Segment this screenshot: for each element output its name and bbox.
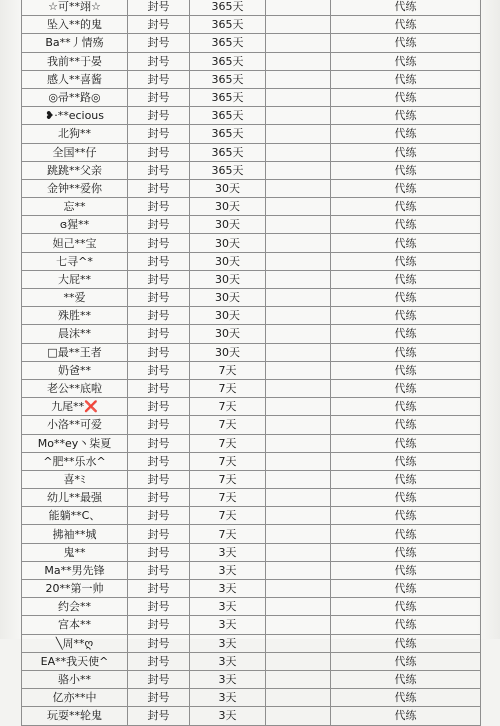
duration-cell: 365天: [190, 143, 266, 161]
table-row: [22, 325, 481, 343]
type-cell: 代练: [331, 689, 481, 707]
empty-cell: [266, 470, 331, 488]
status-cell: 封号: [128, 252, 190, 270]
status-cell: 封号: [128, 0, 190, 16]
player-name-cell: 鬼**: [22, 543, 128, 561]
duration-cell: 7天: [190, 470, 266, 488]
type-cell: 代练: [331, 0, 481, 16]
table-row: [22, 525, 481, 543]
duration-cell: 365天: [190, 16, 266, 34]
table-row: [22, 0, 481, 16]
empty-cell: [266, 525, 331, 543]
empty-cell: [266, 489, 331, 507]
duration-cell: 30天: [190, 234, 266, 252]
type-cell: 代练: [331, 598, 481, 616]
type-cell: 代练: [331, 107, 481, 125]
status-cell: 封号: [128, 416, 190, 434]
duration-cell: 3天: [190, 634, 266, 652]
table-row: [22, 634, 481, 652]
status-cell: 封号: [128, 452, 190, 470]
type-cell: 代练: [331, 652, 481, 670]
duration-cell: 30天: [190, 252, 266, 270]
player-name-cell: 小洛**可爱: [22, 416, 128, 434]
empty-cell: [266, 216, 331, 234]
player-name-cell: 七寻^*: [22, 252, 128, 270]
status-cell: 封号: [128, 143, 190, 161]
type-cell: 代练: [331, 452, 481, 470]
status-cell: 封号: [128, 489, 190, 507]
status-cell: 封号: [128, 652, 190, 670]
player-name-cell: 跳跳**父亲: [22, 161, 128, 179]
table-row: [22, 307, 481, 325]
status-cell: 封号: [128, 70, 190, 88]
empty-cell: [266, 307, 331, 325]
empty-cell: [266, 143, 331, 161]
duration-cell: 3天: [190, 580, 266, 598]
type-cell: 代练: [331, 252, 481, 270]
status-cell: 封号: [128, 434, 190, 452]
player-name-cell: 忘**: [22, 198, 128, 216]
duration-cell: 3天: [190, 670, 266, 688]
type-cell: 代练: [331, 88, 481, 106]
status-cell: 封号: [128, 634, 190, 652]
type-cell: 代练: [331, 489, 481, 507]
duration-cell: 30天: [190, 270, 266, 288]
ban-list-table: [21, 0, 481, 726]
empty-cell: [266, 507, 331, 525]
player-name-cell: 玩耍**轮鬼: [22, 707, 128, 725]
duration-cell: 7天: [190, 525, 266, 543]
duration-cell: 365天: [190, 88, 266, 106]
status-cell: 封号: [128, 561, 190, 579]
status-cell: 封号: [128, 52, 190, 70]
status-cell: 封号: [128, 161, 190, 179]
status-cell: 封号: [128, 88, 190, 106]
table-row: [22, 70, 481, 88]
table-row: [22, 198, 481, 216]
empty-cell: [266, 616, 331, 634]
table-row: [22, 580, 481, 598]
empty-cell: [266, 16, 331, 34]
status-cell: 封号: [128, 507, 190, 525]
type-cell: 代练: [331, 307, 481, 325]
type-cell: 代练: [331, 580, 481, 598]
empty-cell: [266, 234, 331, 252]
table-row: [22, 179, 481, 197]
duration-cell: 365天: [190, 0, 266, 16]
type-cell: 代练: [331, 361, 481, 379]
table-row: [22, 507, 481, 525]
empty-cell: [266, 252, 331, 270]
empty-cell: [266, 52, 331, 70]
status-cell: 封号: [128, 670, 190, 688]
duration-cell: 7天: [190, 452, 266, 470]
table-row: [22, 707, 481, 725]
empty-cell: [266, 70, 331, 88]
type-cell: 代练: [331, 379, 481, 397]
empty-cell: [266, 161, 331, 179]
player-name-cell: 喜*ﾐ: [22, 470, 128, 488]
duration-cell: 3天: [190, 598, 266, 616]
type-cell: 代练: [331, 670, 481, 688]
table-row: [22, 689, 481, 707]
type-cell: 代练: [331, 707, 481, 725]
status-cell: 封号: [128, 361, 190, 379]
duration-cell: 365天: [190, 161, 266, 179]
empty-cell: [266, 289, 331, 307]
player-name-cell: ╲周**ღ: [22, 634, 128, 652]
player-name-cell: 幼儿**最强: [22, 489, 128, 507]
duration-cell: 7天: [190, 489, 266, 507]
duration-cell: 365天: [190, 125, 266, 143]
table-body: [22, 0, 481, 725]
type-cell: 代练: [331, 470, 481, 488]
table-row: [22, 16, 481, 34]
duration-cell: 365天: [190, 107, 266, 125]
type-cell: 代练: [331, 198, 481, 216]
player-name-cell: 金钟**爱你: [22, 179, 128, 197]
table-row: [22, 143, 481, 161]
table-row: [22, 252, 481, 270]
table-row: [22, 398, 481, 416]
player-name-cell: 感人**喜酱: [22, 70, 128, 88]
empty-cell: [266, 107, 331, 125]
type-cell: 代练: [331, 161, 481, 179]
duration-cell: 30天: [190, 307, 266, 325]
status-cell: 封号: [128, 307, 190, 325]
player-name-cell: ❥·**ecious: [22, 107, 128, 125]
table-row: [22, 88, 481, 106]
table-row: [22, 616, 481, 634]
type-cell: 代练: [331, 179, 481, 197]
empty-cell: [266, 580, 331, 598]
type-cell: 代练: [331, 234, 481, 252]
player-name-cell: ☆可**翊☆: [22, 0, 128, 16]
empty-cell: [266, 34, 331, 52]
status-cell: 封号: [128, 689, 190, 707]
player-name-cell: 宫本**: [22, 616, 128, 634]
type-cell: 代练: [331, 525, 481, 543]
player-name-cell: 约会**: [22, 598, 128, 616]
empty-cell: [266, 343, 331, 361]
type-cell: 代练: [331, 561, 481, 579]
table-row: [22, 343, 481, 361]
table-row: [22, 543, 481, 561]
table-row: [22, 361, 481, 379]
player-name-cell: 能躺**C、: [22, 507, 128, 525]
status-cell: 封号: [128, 16, 190, 34]
player-name-cell: 晨沫**: [22, 325, 128, 343]
table-row: [22, 107, 481, 125]
empty-cell: [266, 689, 331, 707]
empty-cell: [266, 361, 331, 379]
empty-cell: [266, 561, 331, 579]
empty-cell: [266, 398, 331, 416]
player-name-cell: Ba**丿情殇: [22, 34, 128, 52]
type-cell: 代练: [331, 270, 481, 288]
type-cell: 代练: [331, 289, 481, 307]
empty-cell: [266, 88, 331, 106]
duration-cell: 30天: [190, 325, 266, 343]
type-cell: 代练: [331, 52, 481, 70]
status-cell: 封号: [128, 616, 190, 634]
table-row: [22, 652, 481, 670]
duration-cell: 7天: [190, 379, 266, 397]
player-name-cell: EA**我天使^: [22, 652, 128, 670]
empty-cell: [266, 198, 331, 216]
type-cell: 代练: [331, 434, 481, 452]
player-name-cell: **爱: [22, 289, 128, 307]
duration-cell: 7天: [190, 416, 266, 434]
empty-cell: [266, 543, 331, 561]
type-cell: 代练: [331, 543, 481, 561]
type-cell: 代练: [331, 34, 481, 52]
player-name-cell: 拂袖**城: [22, 525, 128, 543]
status-cell: 封号: [128, 234, 190, 252]
status-cell: 封号: [128, 179, 190, 197]
table-row: [22, 270, 481, 288]
type-cell: 代练: [331, 616, 481, 634]
empty-cell: [266, 125, 331, 143]
type-cell: 代练: [331, 125, 481, 143]
duration-cell: 7天: [190, 361, 266, 379]
duration-cell: 7天: [190, 398, 266, 416]
empty-cell: [266, 379, 331, 397]
duration-cell: 3天: [190, 652, 266, 670]
empty-cell: [266, 416, 331, 434]
empty-cell: [266, 0, 331, 16]
status-cell: 封号: [128, 34, 190, 52]
player-name-cell: 殊胜**: [22, 307, 128, 325]
player-name-cell: 坠入**的鬼: [22, 16, 128, 34]
type-cell: 代练: [331, 398, 481, 416]
table-row: [22, 452, 481, 470]
table-row: [22, 598, 481, 616]
empty-cell: [266, 670, 331, 688]
type-cell: 代练: [331, 16, 481, 34]
player-name-cell: 北狗**: [22, 125, 128, 143]
duration-cell: 30天: [190, 198, 266, 216]
table-row: [22, 289, 481, 307]
status-cell: 封号: [128, 125, 190, 143]
empty-cell: [266, 707, 331, 725]
empty-cell: [266, 179, 331, 197]
duration-cell: 3天: [190, 561, 266, 579]
player-name-cell: 我前**于晏: [22, 52, 128, 70]
duration-cell: 365天: [190, 70, 266, 88]
status-cell: 封号: [128, 343, 190, 361]
player-name-cell: 奶爸**: [22, 361, 128, 379]
empty-cell: [266, 652, 331, 670]
status-cell: 封号: [128, 707, 190, 725]
type-cell: 代练: [331, 70, 481, 88]
table-row: [22, 561, 481, 579]
status-cell: 封号: [128, 216, 190, 234]
player-name-cell: Mo**ey丶柒夏: [22, 434, 128, 452]
type-cell: 代练: [331, 343, 481, 361]
type-cell: 代练: [331, 143, 481, 161]
status-cell: 封号: [128, 198, 190, 216]
player-name-cell: Ma**男先锋: [22, 561, 128, 579]
duration-cell: 7天: [190, 434, 266, 452]
table-row: [22, 34, 481, 52]
player-name-cell: 亿亦**中: [22, 689, 128, 707]
status-cell: 封号: [128, 270, 190, 288]
duration-cell: 30天: [190, 343, 266, 361]
player-name-cell: 20**第一帅: [22, 580, 128, 598]
player-name-cell: 老公**底啦: [22, 379, 128, 397]
duration-cell: 30天: [190, 216, 266, 234]
status-cell: 封号: [128, 598, 190, 616]
duration-cell: 365天: [190, 52, 266, 70]
empty-cell: [266, 598, 331, 616]
player-name-cell: 妲己**宝: [22, 234, 128, 252]
status-cell: 封号: [128, 107, 190, 125]
duration-cell: 30天: [190, 179, 266, 197]
status-cell: 封号: [128, 580, 190, 598]
player-name-cell: 骆小**: [22, 670, 128, 688]
table-row: [22, 434, 481, 452]
type-cell: 代练: [331, 507, 481, 525]
status-cell: 封号: [128, 379, 190, 397]
duration-cell: 365天: [190, 34, 266, 52]
table-row: [22, 161, 481, 179]
player-name-cell: □最**王者: [22, 343, 128, 361]
player-name-cell: 全国**仔: [22, 143, 128, 161]
status-cell: 封号: [128, 325, 190, 343]
table-row: [22, 489, 481, 507]
empty-cell: [266, 325, 331, 343]
status-cell: 封号: [128, 543, 190, 561]
player-name-cell: ◎帚**路◎: [22, 88, 128, 106]
player-name-cell: 大屁**: [22, 270, 128, 288]
duration-cell: 3天: [190, 543, 266, 561]
table-row: [22, 416, 481, 434]
duration-cell: 3天: [190, 707, 266, 725]
table-row: [22, 470, 481, 488]
table-row: [22, 379, 481, 397]
table-row: [22, 216, 481, 234]
empty-cell: [266, 452, 331, 470]
player-name-cell: ɞ猩**: [22, 216, 128, 234]
type-cell: 代练: [331, 216, 481, 234]
status-cell: 封号: [128, 470, 190, 488]
status-cell: 封号: [128, 289, 190, 307]
empty-cell: [266, 634, 331, 652]
type-cell: 代练: [331, 634, 481, 652]
empty-cell: [266, 270, 331, 288]
table-row: [22, 234, 481, 252]
duration-cell: 3天: [190, 616, 266, 634]
player-name-cell: 九尾**❌: [22, 398, 128, 416]
player-name-cell: ^肥**乐水^: [22, 452, 128, 470]
duration-cell: 30天: [190, 289, 266, 307]
table-row: [22, 52, 481, 70]
duration-cell: 3天: [190, 689, 266, 707]
table-row: [22, 670, 481, 688]
table-row: [22, 125, 481, 143]
status-cell: 封号: [128, 398, 190, 416]
empty-cell: [266, 434, 331, 452]
duration-cell: 7天: [190, 507, 266, 525]
status-cell: 封号: [128, 525, 190, 543]
type-cell: 代练: [331, 325, 481, 343]
type-cell: 代练: [331, 416, 481, 434]
